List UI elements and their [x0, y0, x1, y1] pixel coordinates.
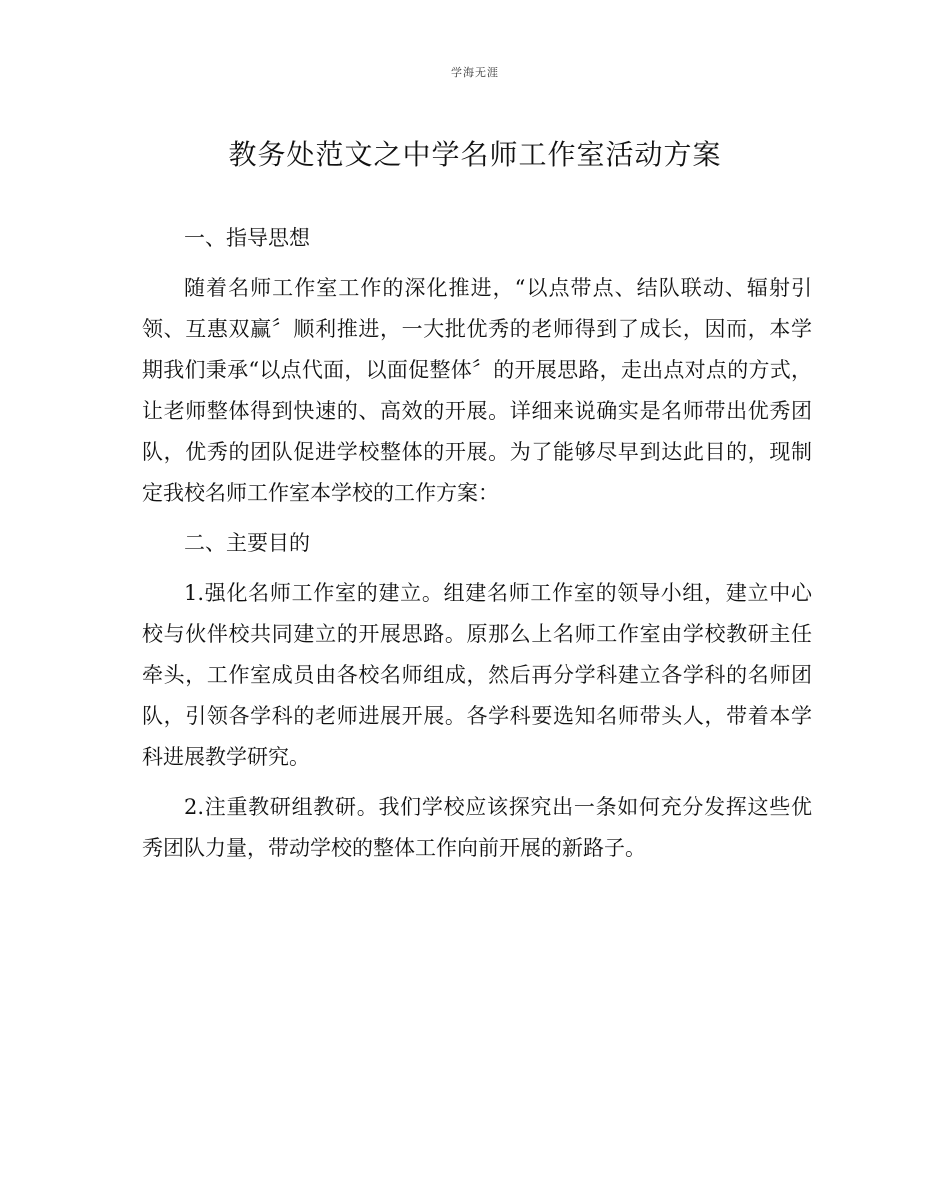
paragraph: 随着名师工作室工作的深化推进，“以点带点、结队联动、辐射引领、互惠双赢〞顺利推进，一大批优秀的老师得到了成长，因而，本学期我们秉承“以点代面，以面促整体〞的开展思路，走出点对点的方式，让老师整体得到快速的、高效的开展。详细来说确实是名师带出优秀团队，优秀的团队促进学校整体的开展。为了能够尽早到达此目的，现制定我校名师工作室本学校的工作方案：: [142, 276, 812, 505]
section-heading: 一、指导思想: [184, 226, 310, 250]
document-body: [142, 218, 812, 878]
section-heading: 二、主要目的: [184, 531, 310, 555]
paragraph: 2.注重教研组教研。我们学校应该探究出一条如何充分发挥这些优秀团队力量，带动学校的整体工作向前开展的新路子。: [142, 795, 812, 860]
paragraph: 1.强化名师工作室的建立。组建名师工作室的领导小组，建立中心校与伙伴校共同建立的开展思路。原那么上名师工作室由学校教研主任牵头，工作室成员由各校名师组成，然后再分学科建立各学科的名师团队，引领各学科的老师进展开展。各学科要选知名师带头人，带着本学科进展教学研究。: [142, 581, 812, 769]
document-title: 教务处范文之中学名师工作室活动方案: [228, 138, 722, 171]
page-header: 学海无涯: [451, 66, 499, 79]
